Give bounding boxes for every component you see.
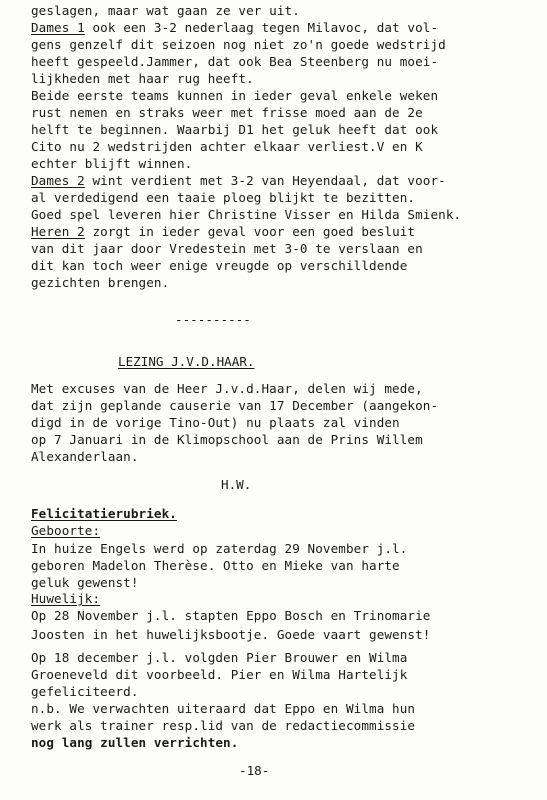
subheading-geboorte: Geboorte: [31, 523, 101, 538]
text-line: Met excuses van de Heer J.v.d.Haar, delen wij mede, [31, 381, 423, 396]
label-dames-1: Dames 1 [31, 20, 85, 35]
text-line: geboren Madelon Therèse. Otto en Mieke van harte [31, 558, 400, 573]
page-number: -18- [239, 763, 270, 778]
text-line: dit kan toch weer enige vreugde op verschilldende [31, 258, 408, 273]
text-line: Op 18 december j.l. volgden Pier Brouwer en Wilma [31, 650, 408, 665]
text-line: zorgt in ieder geval voor een goed besluit [84, 224, 416, 239]
text-line: lijkheden met haar rug heeft. [31, 71, 254, 86]
text-line: Op 28 November j.l. stapten Eppo Bosch en Trinomarie [31, 608, 431, 623]
text-line: Goed spel leveren hier Christine Visser en Hilda Smienk. [31, 207, 462, 222]
text-line: heeft gespeeld.Jammer, dat ook Bea Steenberg nu moei- [31, 54, 439, 69]
label-heren-2: Heren 2 [31, 224, 85, 239]
text-line: nog lang zullen verrichten. [31, 735, 239, 750]
text-line: Cito nu 2 wedstrijden achter elkaar verliest.V en K [31, 139, 423, 154]
label-dames-2: Dames 2 [31, 173, 85, 188]
text-line: geslagen, maar wat gaan ze ver uit. [31, 3, 300, 18]
text-line: geluk gewenst! [31, 575, 139, 590]
text-line: Alexanderlaan. [31, 449, 139, 464]
text-line: werk als trainer resp.lid van de redactiecommissie [31, 718, 416, 733]
text-line: Joosten in het huwelijksbootje. Goede vaart gewenst! [31, 627, 431, 642]
text-line: Beide eerste teams kunnen in ieder geval enkele weken [31, 88, 439, 103]
text-line: op 7 Januari in de Klimopschool aan de Prins Willem [31, 432, 423, 447]
subheading-huwelijk: Huwelijk: [31, 591, 101, 606]
text-line: al verdedigend een taaie ploeg blijkt te bezitten. [31, 190, 416, 205]
text-line: wint verdient met 3-2 van Heyendaal, dat voor- [84, 173, 446, 188]
text-line: gefeliciteerd. [31, 684, 139, 699]
text-line: rust nemen en straks weer met frisse moed aan de 2e [31, 105, 423, 120]
text-line: dat zijn geplande causerie van 17 December (aangekon- [31, 398, 439, 413]
lecture-heading: LEZING J.V.D.HAAR. [118, 354, 255, 369]
text-line: digd in de vorige Tino-Out) nu plaats zal vinden [31, 415, 400, 430]
text-line-dames1 [31, 19, 438, 36]
text-line: Groeneveld dit voorbeeld. Pier en Wilma Hartelijk [31, 667, 408, 682]
text-line: ook een 3-2 nederlaag tegen Milavoc, dat vol- [84, 20, 439, 35]
section-heading-felicitatie: Felicitatierubriek. [31, 506, 177, 521]
text-line: n.b. We verwachten uiteraard dat Eppo en Wilma hun [31, 701, 416, 716]
text-line: In huize Engels werd op zaterdag 29 November j.l. [31, 541, 408, 556]
signature: H.W. [221, 477, 252, 492]
text-line-dames2 [31, 172, 446, 189]
text-line: helft te beginnen. Waarbij D1 het geluk heeft dat ook [31, 122, 439, 137]
section-divider: ---------- [175, 312, 251, 327]
text-line: echter blijft winnen. [31, 156, 193, 171]
text-line: van dit jaar door Vredestein met 3-0 te verslaan en [31, 241, 423, 256]
text-line-heren2 [31, 223, 415, 240]
text-line: gezichten brengen. [31, 275, 170, 290]
text-line: gens genzelf dit seizoen nog niet zo'n goede wedstrijd [31, 37, 446, 52]
